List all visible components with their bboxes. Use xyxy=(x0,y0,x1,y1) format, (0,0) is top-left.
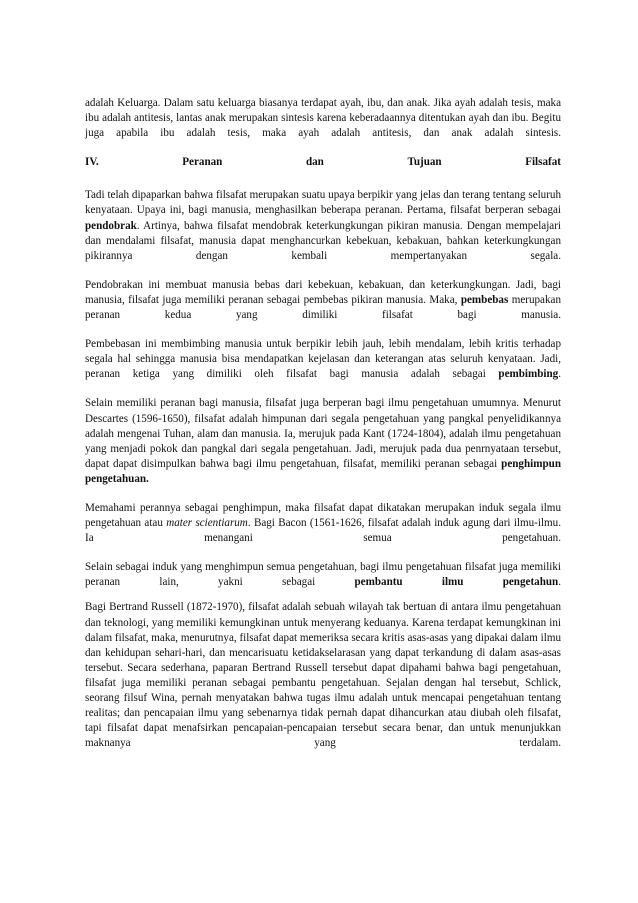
term-pendobrak: pendobrak xyxy=(85,219,137,232)
paragraph-pembantu xyxy=(85,560,561,590)
paragraph-text: Tadi telah dipaparkan bahwa filsafat merupakan suatu upaya berpikir yang jelas dan terang tentang seluruh kenyataan. Upaya ini, bagi manusia, menghasilkan beberapa peranan. Pertama, filsafat berperan sebagai xyxy=(85,189,561,217)
heading-word-peranan: Peranan xyxy=(182,156,223,169)
term-pembimbing: pembimbing xyxy=(498,368,559,381)
term-pembebas: pembebas xyxy=(460,293,509,306)
paragraph-russell xyxy=(85,600,561,751)
paragraph-text: . xyxy=(558,576,561,589)
heading-word-filsafat: Filsafat xyxy=(525,156,561,169)
paragraph-text: Selain memiliki peranan bagi manusia, filsafat juga berperan bagi ilmu pengetahuan umumnya. Menurut Descartes (1596-1650), filsafat adalah himpunan dari segala pengetahuan yang pangkal penyelidikannya adalah mengenai Tuhan, alam dan manusia. Ia, merujuk pada Kant (1724-1804), adalah ilmu pengetahuan yang menjadi pokok dan pangkal dari segala pengetahuan. Jadi, merujuk pada dua penrnyataan tersebut, dapat dapat disimpulkan bahwa bagi ilmu pengetahuan, filsafat, memiliki peranan sebagai xyxy=(85,397,561,470)
paragraph-text: . Artinya, bahwa filsafat mendobrak keterkungkungan pikiran manusia. Dengan mempelajari dan mendalami filsafat, manusia dapat menghancurkan kebekuan, kebakuan, bahkan keterkungkungan pikirannya dengan kembali mempertanyakan segala. xyxy=(85,219,561,262)
paragraph-mater-scientiarum xyxy=(85,501,561,546)
term-penghimpun: penghimpun pengetahuan. xyxy=(85,457,561,485)
paragraph-text: . Bagi Bacon (1561-1626, filsafat adalah induk agung dari ilmu-ilmu. Ia menangani semua pengetahuan. xyxy=(85,517,561,545)
paragraph-pendobrak xyxy=(85,188,561,263)
paragraph-text: Memahami perannya sebagai penghimpun, maka filsafat dapat dikatakan merupakan induk segala ilmu pengetahuan atau xyxy=(85,501,561,530)
paragraph-text: Selain sebagai induk yang menghimpun semua pengetahuan, bagi ilmu pengetahuan filsafat juga memiliki peranan lain, yakni sebagai xyxy=(85,561,561,589)
paragraph-text: Pembebasan ini membimbing manusia untuk berpikir lebih jauh, lebih mendalam, lebih kritis terhadap segala hal sehingga manusia bisa mendapatkan kejelasan dan keterangan atas seluruh kenyataan. Jadi, peranan ketiga yang dimiliki oleh filsafat bagi manusia adalah sebagai xyxy=(85,338,561,381)
term-mater-scientiarum: mater scientiarum xyxy=(166,517,248,530)
paragraph-text: merupakan peranan kedua yang dimiliki filsafat bagi manusia. xyxy=(85,293,561,322)
paragraph-penghimpun xyxy=(85,396,561,487)
paragraph-text: adalah Keluarga. Dalam satu keluarga biasanya terdapat ayah, ibu, dan anak. Jika ayah adalah tesis, maka ibu adalah antitesis, lantas anak merupakan sintesis karena keberadaannya ditentukan ayah dan ibu. Begitu juga apabila ibu adalah tesis, maka ayah adalah antitesis, dan anak adalah sintesis. xyxy=(85,97,561,140)
section-heading xyxy=(85,155,561,170)
term-pembantu: pembantu ilmu pengetahun xyxy=(354,576,559,589)
document-page xyxy=(85,96,561,765)
paragraph-text: Bagi Bertrand Russell (1872-1970), filsafat adalah sebuah wilayah tak bertuan di antara ilmu pengetahuan dan teknologi, yang memiliki kemungkinan untuk menyerang keduanya. Karena terdapat kemungkinan ini dalam filsafat, maka, menurutnya, filsafat dapat memeriksa secara kritis asas-asas yang dipakai dalam ilmu dan kehidupan sehari-hari, dan mencarisuatu ketidakselarasan yang dapat terkandung di dalam asas-asas tersebut. Secara sederhana, paparan Bertrand Russell tersebut dapat dipahami bahwa bagi pengetahuan, filsafat juga memiliki peranan sebagai pembantu pengetahuan. Sejalan dengan hal tersebut, Schlick, seorang filsuf Wina, pernah menyatakan bahwa tugas ilmu adalah untuk mencapai pengetahuan tentang realitas; dan pencapaian ilmu yang sebenarnya tidak pernah dapat dihancurkan atau diubah oleh filsafat, tapi filsafat dapat menafsirkan pencapaian-pencapaian tersebut secara benar, dan untuk menunjukkan maknanya yang terdalam. xyxy=(85,601,561,750)
heading-word-dan: dan xyxy=(305,156,324,169)
paragraph-text: . xyxy=(558,368,561,381)
paragraph-pembimbing xyxy=(85,337,561,382)
paragraph-text: Pendobrakan ini membuat manusia bebas dari kebekuan, kebakuan, dan keterkungkungan. Jadi, bagi manusia, filsafat juga memiliki peranan sebagai pembebas pikiran manusia. Maka, xyxy=(85,278,561,306)
paragraph-keluarga xyxy=(85,96,561,141)
section-number: IV. xyxy=(85,156,99,169)
paragraph-pembebas xyxy=(85,278,561,323)
heading-word-tujuan: Tujuan xyxy=(407,156,442,169)
